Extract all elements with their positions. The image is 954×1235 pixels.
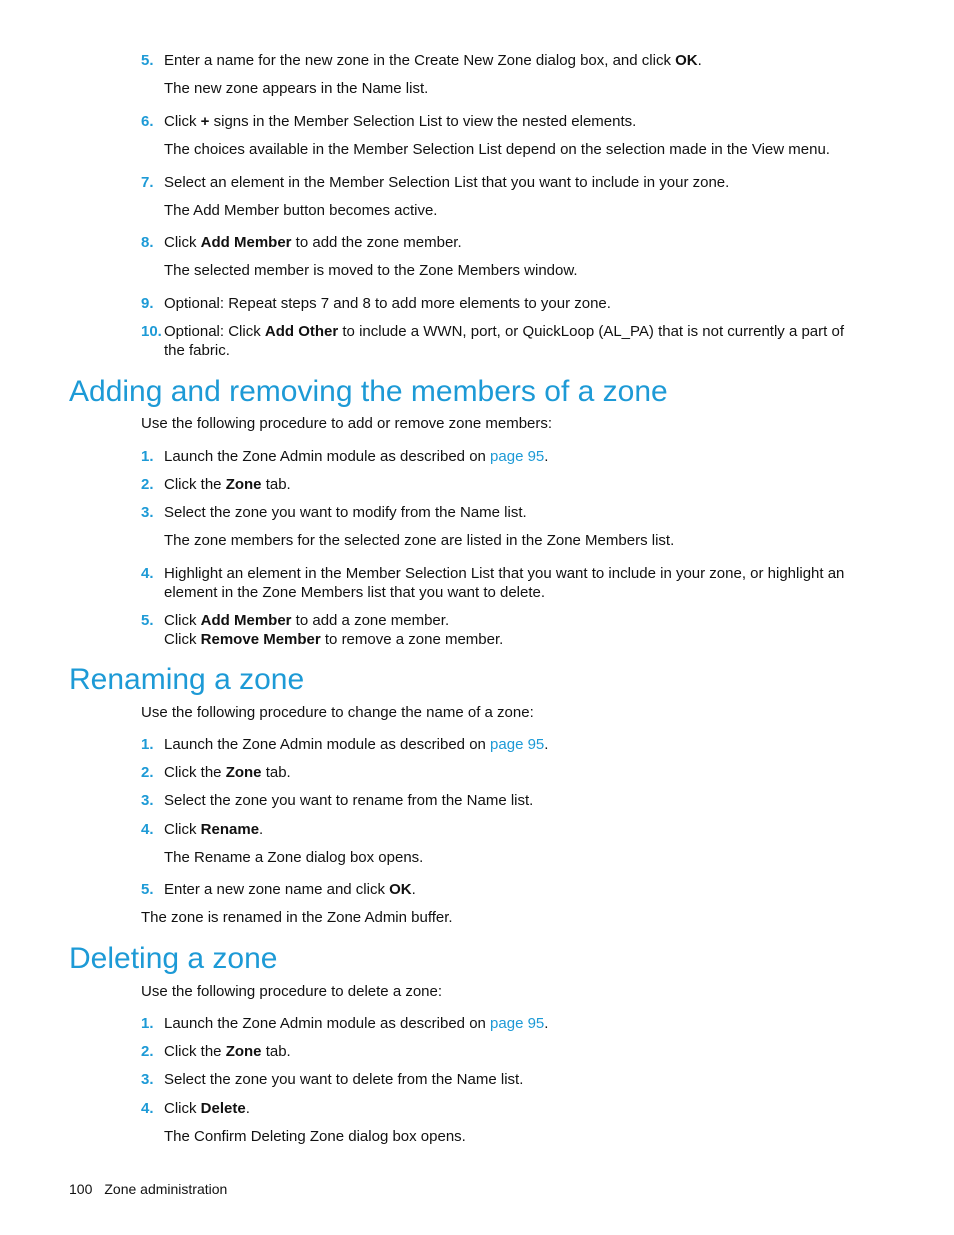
text-run: Click the <box>164 476 226 493</box>
step-note: The Add Member button becomes active. <box>164 202 438 219</box>
step-text <box>164 294 854 313</box>
step-text <box>164 51 854 70</box>
text-run: Click the <box>164 764 226 781</box>
step-number: 2. <box>141 764 154 781</box>
ui-term: Zone <box>225 764 262 781</box>
page-link[interactable]: page 95 <box>490 736 545 753</box>
step-number: 4. <box>141 1100 154 1117</box>
text-run: . <box>259 821 264 838</box>
step-text <box>164 791 854 810</box>
step-text <box>164 112 854 131</box>
step-number: 1. <box>141 736 154 753</box>
step-text <box>164 880 854 899</box>
text-run: . <box>544 448 549 465</box>
text-run: tab. <box>261 764 291 781</box>
step-text <box>164 735 854 754</box>
text-run: Launch the Zone Admin module as described on <box>164 736 491 753</box>
step-note: The choices available in the Member Selection List depend on the selection made in the View menu. <box>164 141 830 158</box>
step-number: 5. <box>141 612 154 629</box>
text-run: tab. <box>261 476 291 493</box>
step-text <box>164 233 854 252</box>
section-intro: Use the following procedure to add or remove zone members: <box>141 415 553 432</box>
step-number: 7. <box>141 174 154 191</box>
ui-term: Add Member <box>200 612 292 629</box>
step-number: 5. <box>141 881 154 898</box>
section-heading-delete: Deleting a zone <box>69 942 278 975</box>
ui-term: Add Member <box>200 234 292 251</box>
text-run: . <box>245 1100 250 1117</box>
text-run: Select the zone you want to rename from the Name list. <box>164 792 534 809</box>
step-number: 9. <box>141 295 154 312</box>
step-number: 3. <box>141 792 154 809</box>
step-number: 1. <box>141 1015 154 1032</box>
text-run: Select the zone you want to delete from the Name list. <box>164 1071 524 1088</box>
step-text <box>164 1070 854 1089</box>
text-run: Click <box>164 821 201 838</box>
ui-term: Add Other <box>264 323 339 340</box>
step-text <box>164 564 854 602</box>
text-run: . <box>411 881 416 898</box>
step-text <box>164 763 854 782</box>
step-note: The Confirm Deleting Zone dialog box opens. <box>164 1128 466 1145</box>
page-footer <box>69 1180 227 1198</box>
text-run: Click <box>164 113 201 130</box>
section-intro: Use the following procedure to change the name of a zone: <box>141 704 534 721</box>
step-number: 10. <box>141 323 162 340</box>
text-run: . <box>697 52 702 69</box>
ui-term: Rename <box>200 821 260 838</box>
step-number: 1. <box>141 448 154 465</box>
step-number: 2. <box>141 1043 154 1060</box>
text-run: Launch the Zone Admin module as described on <box>164 1015 491 1032</box>
text-run: Select an element in the Member Selection List that you want to include in your zone. <box>164 174 730 191</box>
text-run: Click the <box>164 1043 226 1060</box>
text-run: Click <box>164 612 201 629</box>
text-run: to add the zone member. <box>291 234 462 251</box>
text-run: Select the zone you want to modify from the Name list. <box>164 504 527 521</box>
section-outro: The zone is renamed in the Zone Admin buffer. <box>141 909 453 926</box>
step-text <box>164 475 854 494</box>
step-number: 3. <box>141 1071 154 1088</box>
section-intro: Use the following procedure to delete a zone: <box>141 983 443 1000</box>
step-number: 2. <box>141 476 154 493</box>
section-heading-rename: Renaming a zone <box>69 663 305 696</box>
text-run: Launch the Zone Admin module as described on <box>164 448 491 465</box>
text-run: . <box>544 736 549 753</box>
page-link[interactable]: page 95 <box>490 448 545 465</box>
text-run: signs in the Member Selection List to view the nested elements. <box>209 113 637 130</box>
text-run: to include a WWN, port, or QuickLoop (AL_PA) that is not currently a part of the fabric. <box>164 323 844 359</box>
ui-term: + <box>200 113 210 130</box>
text-run: to remove a zone member. <box>320 631 504 648</box>
page-link[interactable]: page 95 <box>490 1015 545 1032</box>
ui-term: Delete <box>200 1100 246 1117</box>
step-note: The zone members for the selected zone are listed in the Zone Members list. <box>164 532 675 549</box>
text-run: Optional: Repeat steps 7 and 8 to add more elements to your zone. <box>164 295 611 312</box>
text-run: Enter a new zone name and click <box>164 881 390 898</box>
step-number: 6. <box>141 113 154 130</box>
ui-term: OK <box>675 52 698 69</box>
section-heading-add-remove: Adding and removing the members of a zone <box>69 375 668 408</box>
text-run: Highlight an element in the Member Selection List that you want to include in your zone, or highlight an element in the Zone Members list that you want to delete. <box>164 565 845 601</box>
text-run: to add a zone member. <box>291 612 450 629</box>
ui-term: Zone <box>225 476 262 493</box>
step-text <box>164 611 854 649</box>
step-text <box>164 447 854 466</box>
step-number: 4. <box>141 565 154 582</box>
step-text <box>164 820 854 839</box>
text-run: . <box>544 1015 549 1032</box>
step-text <box>164 1042 854 1061</box>
text-run: Click <box>164 631 201 648</box>
chapter-title: Zone administration <box>104 1181 228 1197</box>
step-text <box>164 1014 854 1033</box>
step-note: The new zone appears in the Name list. <box>164 80 429 97</box>
step-text <box>164 1099 854 1118</box>
ui-term: OK <box>389 881 412 898</box>
ui-term: Remove Member <box>200 631 321 648</box>
text-run: Click <box>164 1100 201 1117</box>
text-run: Enter a name for the new zone in the Create New Zone dialog box, and click <box>164 52 676 69</box>
step-text <box>164 322 854 360</box>
text-run: Optional: Click <box>164 323 265 340</box>
step-text <box>164 173 854 192</box>
step-number: 3. <box>141 504 154 521</box>
text-run: tab. <box>261 1043 291 1060</box>
step-number: 5. <box>141 52 154 69</box>
step-text <box>164 503 854 522</box>
step-note: The selected member is moved to the Zone Members window. <box>164 262 578 279</box>
text-run: Click <box>164 234 201 251</box>
step-note: The Rename a Zone dialog box opens. <box>164 849 424 866</box>
step-number: 4. <box>141 821 154 838</box>
ui-term: Zone <box>225 1043 262 1060</box>
step-number: 8. <box>141 234 154 251</box>
page-number: 100 <box>69 1181 93 1197</box>
